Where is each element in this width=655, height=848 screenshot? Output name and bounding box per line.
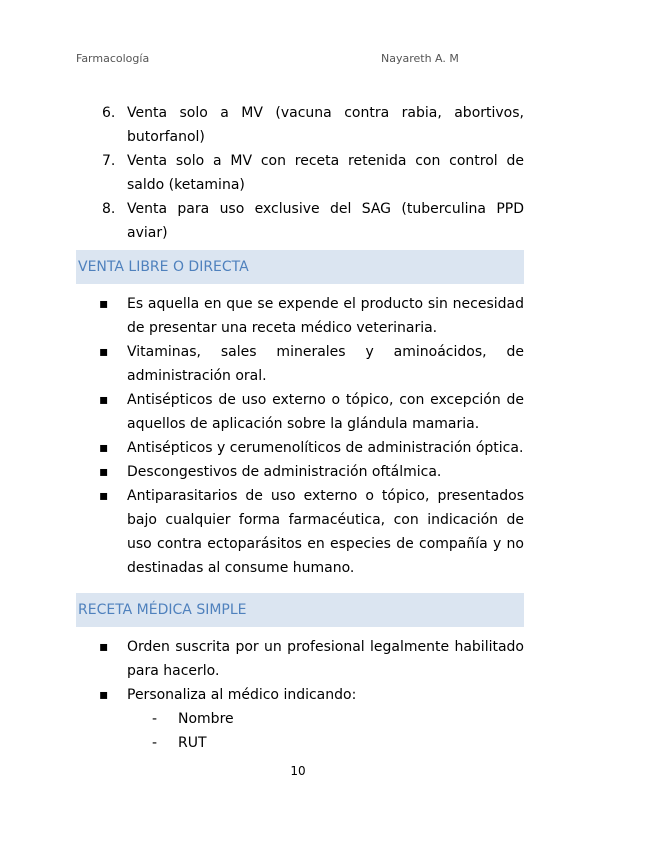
list-item-text: Antiparasitarios de uso externo o tópico, presentados bajo cualquier forma farmacéutica, con indicación de uso contra ectoparásitos en especies de compañía y no destinadas al consume humano. (127, 488, 524, 576)
list-item (76, 484, 524, 580)
list-item (76, 683, 524, 707)
bullet-icon: ▪ (99, 344, 109, 360)
header-subject: Farmacología (76, 52, 150, 65)
dash-icon: - (152, 711, 158, 727)
list-item (76, 292, 524, 340)
list-number: 8. (102, 201, 116, 217)
list-item-text: Vitaminas, sales minerales y aminoácidos, de administración oral. (127, 344, 524, 384)
list-item (76, 707, 524, 731)
list-item-text: Descongestivos de administración oftálmica. (127, 464, 442, 480)
list-item-text: Venta solo a MV (vacuna contra rabia, abortivos, butorfanol) (127, 105, 524, 145)
list-item-text: Antisépticos y cerumenolíticos de administración óptica. (127, 440, 524, 456)
bullet-icon: ▪ (99, 440, 109, 456)
bullet-icon: ▪ (99, 464, 109, 480)
list-item-text: Venta para uso exclusive del SAG (tuberculina PPD aviar) (127, 201, 524, 241)
header-author: Nayareth A. M (381, 52, 459, 65)
bullet-list-venta-libre (76, 292, 524, 580)
numbered-list (76, 101, 524, 245)
bullet-icon: ▪ (99, 687, 109, 703)
list-item (76, 388, 524, 436)
list-item-text: Venta solo a MV con receta retenida con control de saldo (ketamina) (127, 153, 524, 193)
list-item (76, 731, 524, 755)
page-content (76, 101, 524, 755)
list-item (76, 101, 524, 149)
page-number: 10 (290, 764, 306, 778)
bullet-icon: ▪ (99, 392, 109, 408)
list-item (76, 436, 524, 460)
list-number: 7. (102, 153, 116, 169)
dash-icon: - (152, 735, 158, 751)
list-item (76, 149, 524, 197)
list-item (76, 340, 524, 388)
list-item (76, 635, 524, 683)
bullet-icon: ▪ (99, 488, 109, 504)
bullet-icon: ▪ (99, 639, 109, 655)
dash-sublist (76, 707, 524, 755)
bullet-list-receta-simple (76, 635, 524, 707)
section-heading-venta-libre: VENTA LIBRE O DIRECTA (76, 250, 524, 284)
list-item (76, 197, 524, 245)
list-item-text: Es aquella en que se expende el producto sin necesidad de presentar una receta médico veterinaria. (127, 296, 524, 336)
list-item-text: Antisépticos de uso externo o tópico, con excepción de aquellos de aplicación sobre la glándula mamaria. (127, 392, 524, 432)
bullet-icon: ▪ (99, 296, 109, 312)
section-heading-receta-simple: RECETA MÉDICA SIMPLE (76, 593, 524, 627)
list-item (76, 460, 524, 484)
list-item-text: RUT (178, 735, 207, 751)
list-item-text: Nombre (178, 711, 234, 727)
list-number: 6. (102, 105, 116, 121)
list-item-text: Orden suscrita por un profesional legalmente habilitado para hacerlo. (127, 639, 524, 679)
list-item-text: Personaliza al médico indicando: (127, 687, 357, 703)
